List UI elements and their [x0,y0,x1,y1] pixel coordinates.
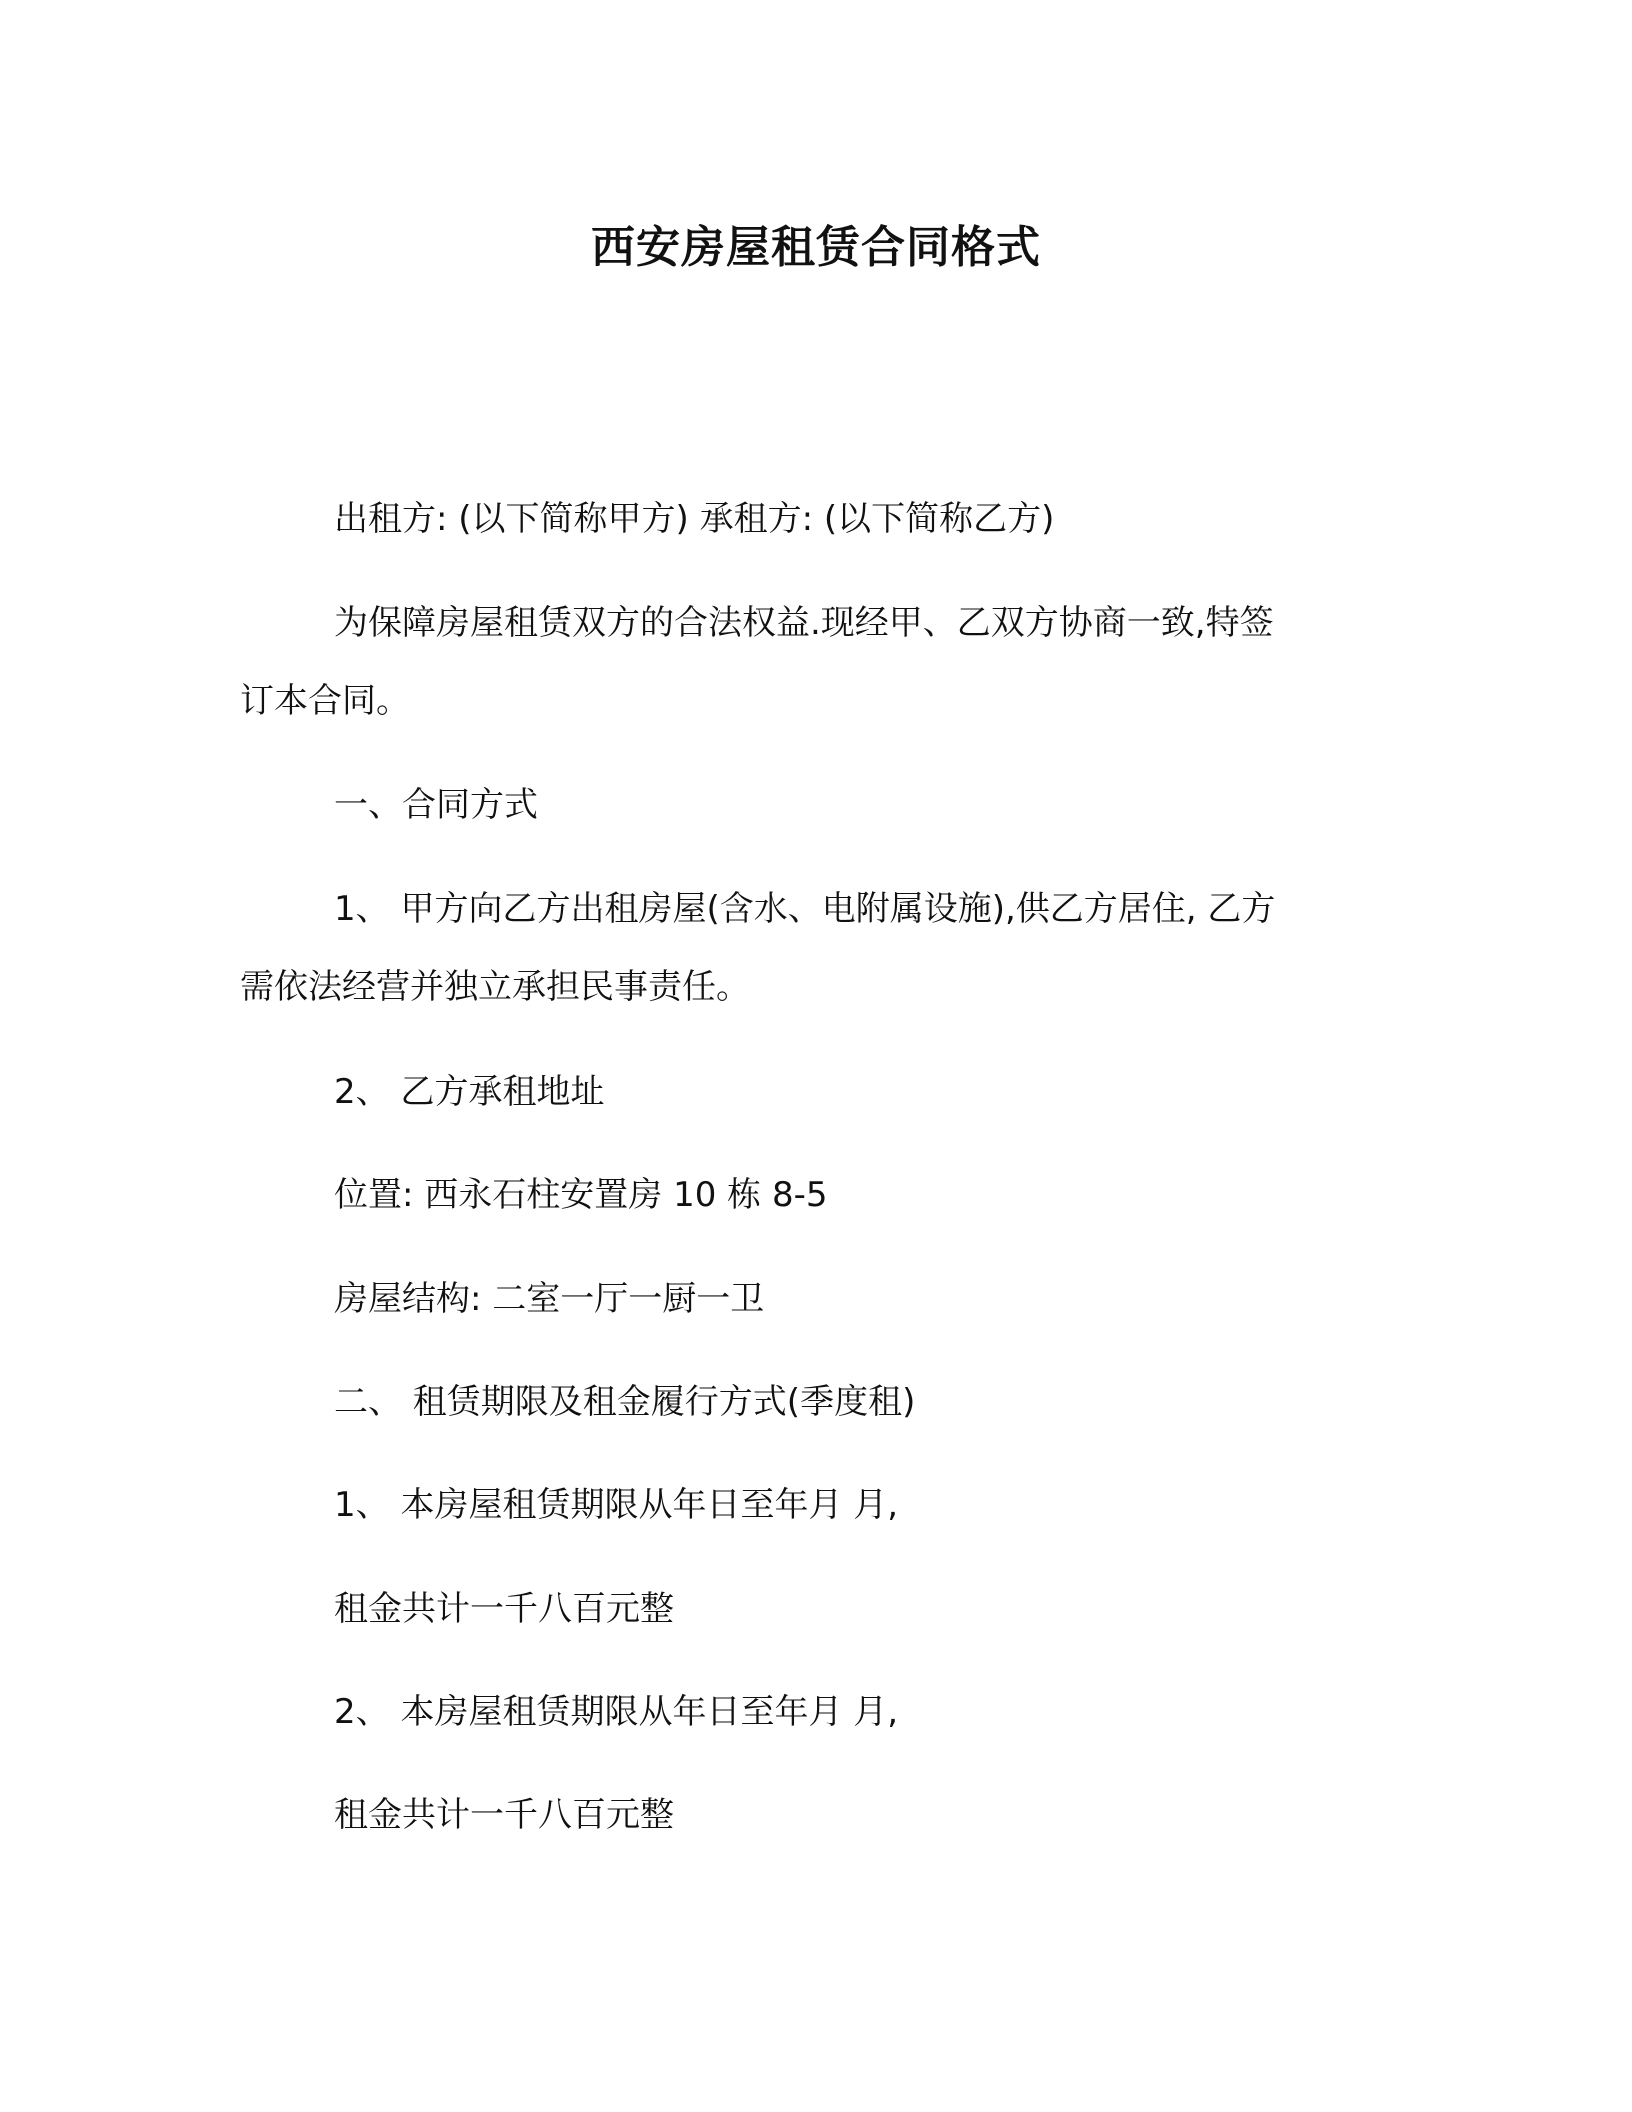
item-1-1-line-2: 需依法经营并独立承担民事责任。 [240,967,750,1007]
item-2-2-rent: 租金共计一千八百元整 [334,1795,674,1835]
item-1-1-paragraph [240,870,1390,1026]
section-2-heading: 二、 租赁期限及租金履行方式(季度租) [334,1382,916,1422]
item-2-2: 2、 本房屋租赁期限从年日至年月 月, [334,1692,899,1732]
preamble-line-2: 订本合同。 [240,681,410,721]
item-2-1-rent: 租金共计一千八百元整 [334,1589,674,1629]
location-line: 位置: 西永石柱安置房 10 栋 8-5 [334,1175,828,1215]
document-title: 西安房屋租赁合同格式 [591,222,1041,273]
preamble-paragraph [240,584,1390,740]
structure-line: 房屋结构: 二室一厅一厨一卫 [334,1279,765,1319]
parties-line: 出租方: (以下简称甲方) 承租方: (以下简称乙方) [334,499,1055,539]
item-2-1: 1、 本房屋租赁期限从年日至年月 月, [334,1485,899,1525]
item-1-1-line-1: 1、 甲方向乙方出租房屋(含水、电附属设施),供乙方居住, 乙方 [334,889,1276,929]
preamble-line-1: 为保障房屋租赁双方的合法权益.现经甲、乙双方协商一致,特签 [334,603,1274,643]
section-1-heading: 一、合同方式 [334,785,538,825]
item-1-2: 2、 乙方承租地址 [334,1072,605,1112]
